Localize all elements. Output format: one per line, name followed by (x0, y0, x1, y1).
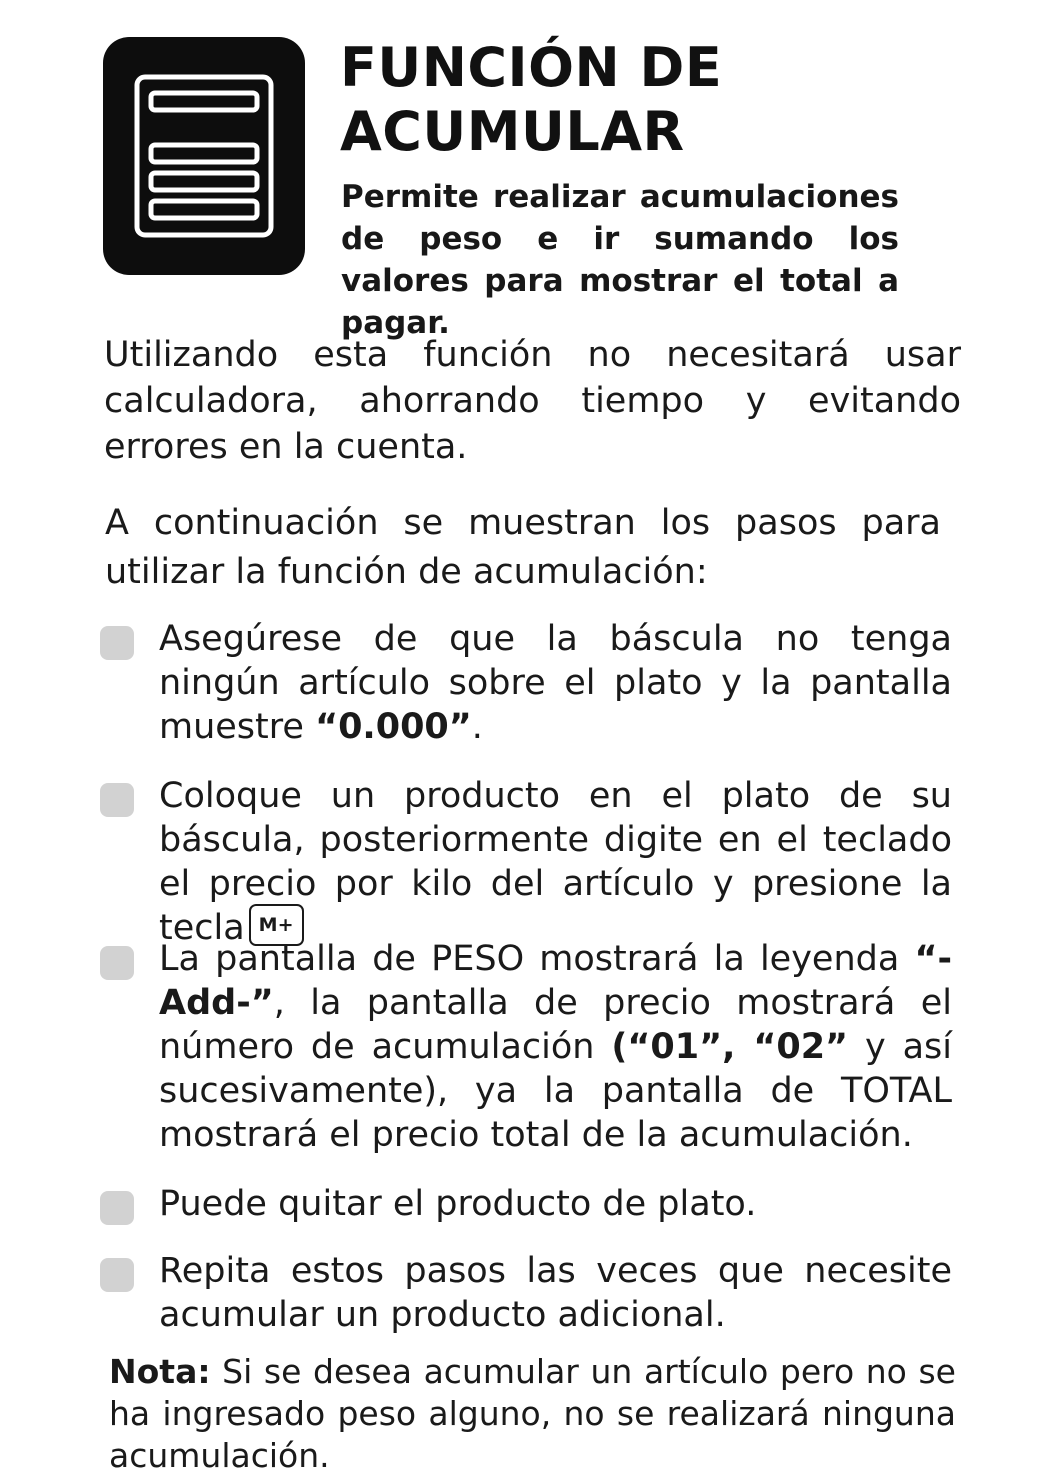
step-3-part-c: y así sucesivamente), ya la pantalla de TOTAL mostrará el precio total de la acumulación. (159, 1027, 952, 1155)
step-1-end: . (471, 707, 483, 747)
step-text-3 (159, 937, 952, 1157)
bullet-square-icon (100, 626, 134, 660)
bullet-square-icon (100, 1258, 134, 1292)
bullet-square-icon (100, 946, 134, 980)
page-title (340, 36, 760, 164)
step-1-text: Asegúrese de que la báscula no tenga ningún artículo sobre el plato y la pantalla muestre (159, 619, 952, 747)
step-text-2 (159, 774, 952, 950)
accumulate-list-icon-graphic (103, 37, 305, 275)
m-plus-key-icon: M+ (249, 904, 304, 946)
add-legend: “-Add-” (159, 939, 952, 1023)
accumulate-list-icon (103, 37, 305, 275)
lead-text: Permite realizar acumulaciones de peso e ir sumando los valores para mostrar el total a pagar. (341, 179, 899, 341)
note-label: Nota: (109, 1352, 211, 1391)
intro-paragraph: Utilizando esta función no necesitará usar calculadora, ahorrando tiempo y evitando errores en la cuenta. (104, 335, 961, 467)
step-3-part-b: , la pantalla de precio mostrará el número de acumulación (159, 983, 952, 1067)
step-2-text: Coloque un producto en el plato de su báscula, posteriormente digite en el teclado el precio por kilo del artículo y presione la tecla (159, 776, 952, 948)
accumulation-codes: (“01”, “02” (611, 1027, 849, 1067)
step-4-text: Puede quitar el producto de plato. (159, 1184, 757, 1224)
step-3-part-a: La pantalla de PESO mostrará la leyenda (159, 939, 915, 979)
steps-intro-paragraph: A continuación se muestran los pasos para utilizar la función de acumulación: (105, 503, 941, 592)
step-1-value: “0.000” (315, 707, 472, 747)
step-5-text: Repita estos pasos las veces que necesite acumular un producto adicional. (159, 1251, 952, 1335)
note-paragraph (109, 1351, 956, 1477)
bullet-square-icon (100, 783, 134, 817)
title-line-2: ACUMULAR (340, 100, 685, 163)
title-line-1: FUNCIÓN DE (340, 36, 723, 99)
step-text-1 (159, 617, 952, 749)
note-text: Si se desea acumular un artículo pero no se ha ingresado peso alguno, no se realizará ninguna acumulación. (109, 1352, 956, 1475)
bullet-square-icon (100, 1191, 134, 1225)
